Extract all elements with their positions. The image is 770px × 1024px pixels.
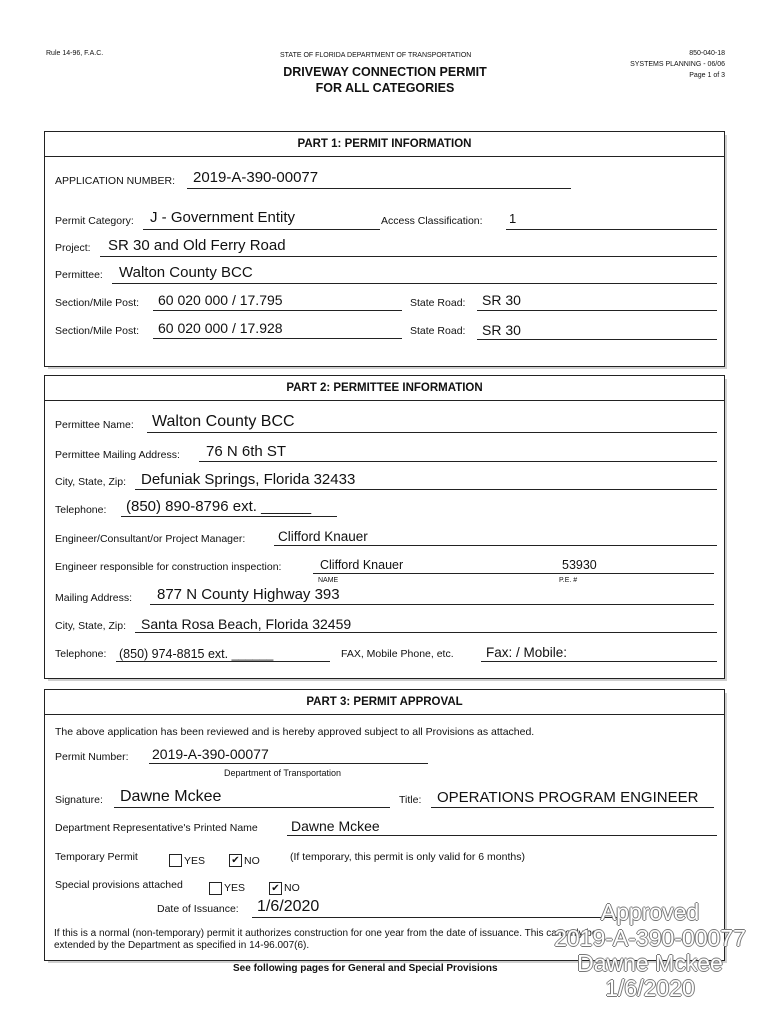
engineer-field[interactable]: Clifford Knauer (278, 529, 368, 544)
section-mile-post-field-2[interactable]: 60 020 000 / 17.928 (158, 320, 283, 336)
part2-section (44, 375, 725, 679)
permit-category-label: Permit Category: (55, 215, 134, 227)
inspection-engineer-pe-field[interactable]: 53930 (562, 558, 597, 572)
approval-stamp-line1: Approved (600, 899, 700, 925)
form-number: 850-040-18 (689, 50, 725, 57)
access-class-label: Access Classification: (381, 215, 483, 227)
engineer-telephone-label: Telephone: (55, 648, 107, 660)
dot-caption: Department of Transportation (224, 768, 342, 778)
date-of-issuance-field[interactable]: 1/6/2020 (257, 898, 320, 915)
state-road-label-2: State Road: (410, 325, 466, 337)
engineer-mailing-field[interactable]: 877 N County Highway 393 (157, 586, 340, 603)
form-office: SYSTEMS PLANNING - 06/06 (630, 61, 725, 68)
state-road-field-2[interactable]: SR 30 (482, 322, 521, 338)
access-class-field[interactable]: 1 (509, 211, 517, 226)
signature-field[interactable]: Dawne Mckee (120, 788, 222, 805)
title-label: Title: (399, 794, 422, 806)
page-number: Page 1 of 3 (689, 72, 725, 79)
part3-heading: PART 3: PERMIT APPROVAL (45, 690, 724, 715)
section-mile-post-field-1[interactable]: 60 020 000 / 17.795 (158, 292, 283, 308)
section-mile-post-label-1: Section/Mile Post: (55, 297, 140, 309)
footnote-line2: extended by the Department as specified in 14-96.007(6). (54, 940, 310, 951)
engineer-city-label: City, State, Zip: (55, 620, 126, 632)
special-yes-label: YES (224, 882, 246, 894)
permittee-label: Permittee: (55, 269, 103, 281)
approval-stamp-line4: 1/6/2020 (605, 975, 695, 1001)
special-no-label: NO (284, 882, 300, 894)
page-subtitle: FOR ALL CATEGORIES (315, 81, 455, 95)
temporary-no-checkbox[interactable]: ✔ (229, 854, 242, 867)
temporary-note: (If temporary, this permit is only valid for 6 months) (290, 851, 525, 863)
application-number-label: APPLICATION NUMBER: (55, 175, 175, 187)
telephone-field[interactable]: (850) 890-8796 ext. ______ (126, 498, 312, 515)
permittee-name-field[interactable]: Walton County BCC (152, 413, 295, 430)
approval-stamp-line3: Dawne Mckee (577, 950, 723, 976)
title-field[interactable]: OPERATIONS PROGRAM ENGINEER (437, 789, 699, 806)
city-state-zip-field[interactable]: Defuniak Springs, Florida 32433 (141, 471, 356, 488)
project-field[interactable]: SR 30 and Old Ferry Road (108, 237, 286, 254)
inspection-engineer-label: Engineer responsible for construction inspection: (55, 561, 282, 573)
telephone-label: Telephone: (55, 504, 107, 516)
permittee-field[interactable]: Walton County BCC (119, 264, 253, 281)
page-title: DRIVEWAY CONNECTION PERMIT (283, 65, 487, 79)
fax-label: FAX, Mobile Phone, etc. (341, 648, 454, 660)
temporary-yes-label: YES (184, 855, 206, 867)
signature-label: Signature: (55, 794, 103, 806)
temporary-permit-label: Temporary Permit (55, 851, 138, 863)
permit-number-label: Permit Number: (55, 751, 129, 763)
permit-number-field[interactable]: 2019-A-390-00077 (152, 746, 269, 762)
special-yes-checkbox[interactable] (209, 882, 222, 895)
approval-stamp-line2: 2019-A-390-00077 (554, 925, 746, 951)
fax-field[interactable]: Fax: / Mobile: (486, 645, 568, 660)
agency-name: STATE OF FLORIDA DEPARTMENT OF TRANSPORTATION (280, 52, 472, 59)
city-state-zip-label: City, State, Zip: (55, 476, 126, 488)
footer-note: See following pages for General and Special Provisions (233, 963, 498, 974)
temporary-yes-checkbox[interactable] (169, 854, 182, 867)
permit-category-field[interactable]: J - Government Entity (150, 209, 296, 226)
project-label: Project: (55, 242, 91, 254)
footnote-line1: If this is a normal (non-temporary) permit it authorizes construction for one year from the date of issuance. This can only be (54, 928, 598, 939)
part2-heading: PART 2: PERMITTEE INFORMATION (45, 376, 724, 401)
state-road-label-1: State Road: (410, 297, 466, 309)
approval-statement: The above application has been reviewed and is hereby approved subject to all Provisions as attached. (55, 726, 535, 738)
date-of-issuance-label: Date of Issuance: (157, 903, 239, 915)
engineer-mailing-label: Mailing Address: (55, 592, 133, 604)
rule-reference: Rule 14-96, F.A.C. (46, 50, 104, 57)
mailing-address-label: Permittee Mailing Address: (55, 449, 180, 461)
section-mile-post-label-2: Section/Mile Post: (55, 325, 140, 337)
permittee-name-label: Permittee Name: (55, 419, 134, 431)
part1-heading: PART 1: PERMIT INFORMATION (45, 132, 724, 157)
engineer-telephone-field[interactable]: (850) 974-8815 ext. ______ (119, 647, 274, 661)
application-number-field[interactable]: 2019-A-390-00077 (193, 169, 319, 186)
rep-name-label: Department Representative's Printed Name (55, 822, 258, 834)
mailing-address-field[interactable]: 76 N 6th ST (206, 443, 287, 460)
special-no-checkbox[interactable]: ✔ (269, 882, 282, 895)
rep-name-field[interactable]: Dawne Mckee (291, 818, 380, 834)
pe-caption: P.E. # (559, 577, 578, 584)
state-road-field-1[interactable]: SR 30 (482, 292, 521, 308)
temporary-no-label: NO (244, 855, 260, 867)
engineer-city-field[interactable]: Santa Rosa Beach, Florida 32459 (141, 616, 352, 632)
special-provisions-label: Special provisions attached (55, 879, 183, 891)
inspection-engineer-name-field[interactable]: Clifford Knauer (320, 558, 404, 572)
name-caption: NAME (318, 577, 339, 584)
engineer-label: Engineer/Consultant/or Project Manager: (55, 533, 246, 545)
